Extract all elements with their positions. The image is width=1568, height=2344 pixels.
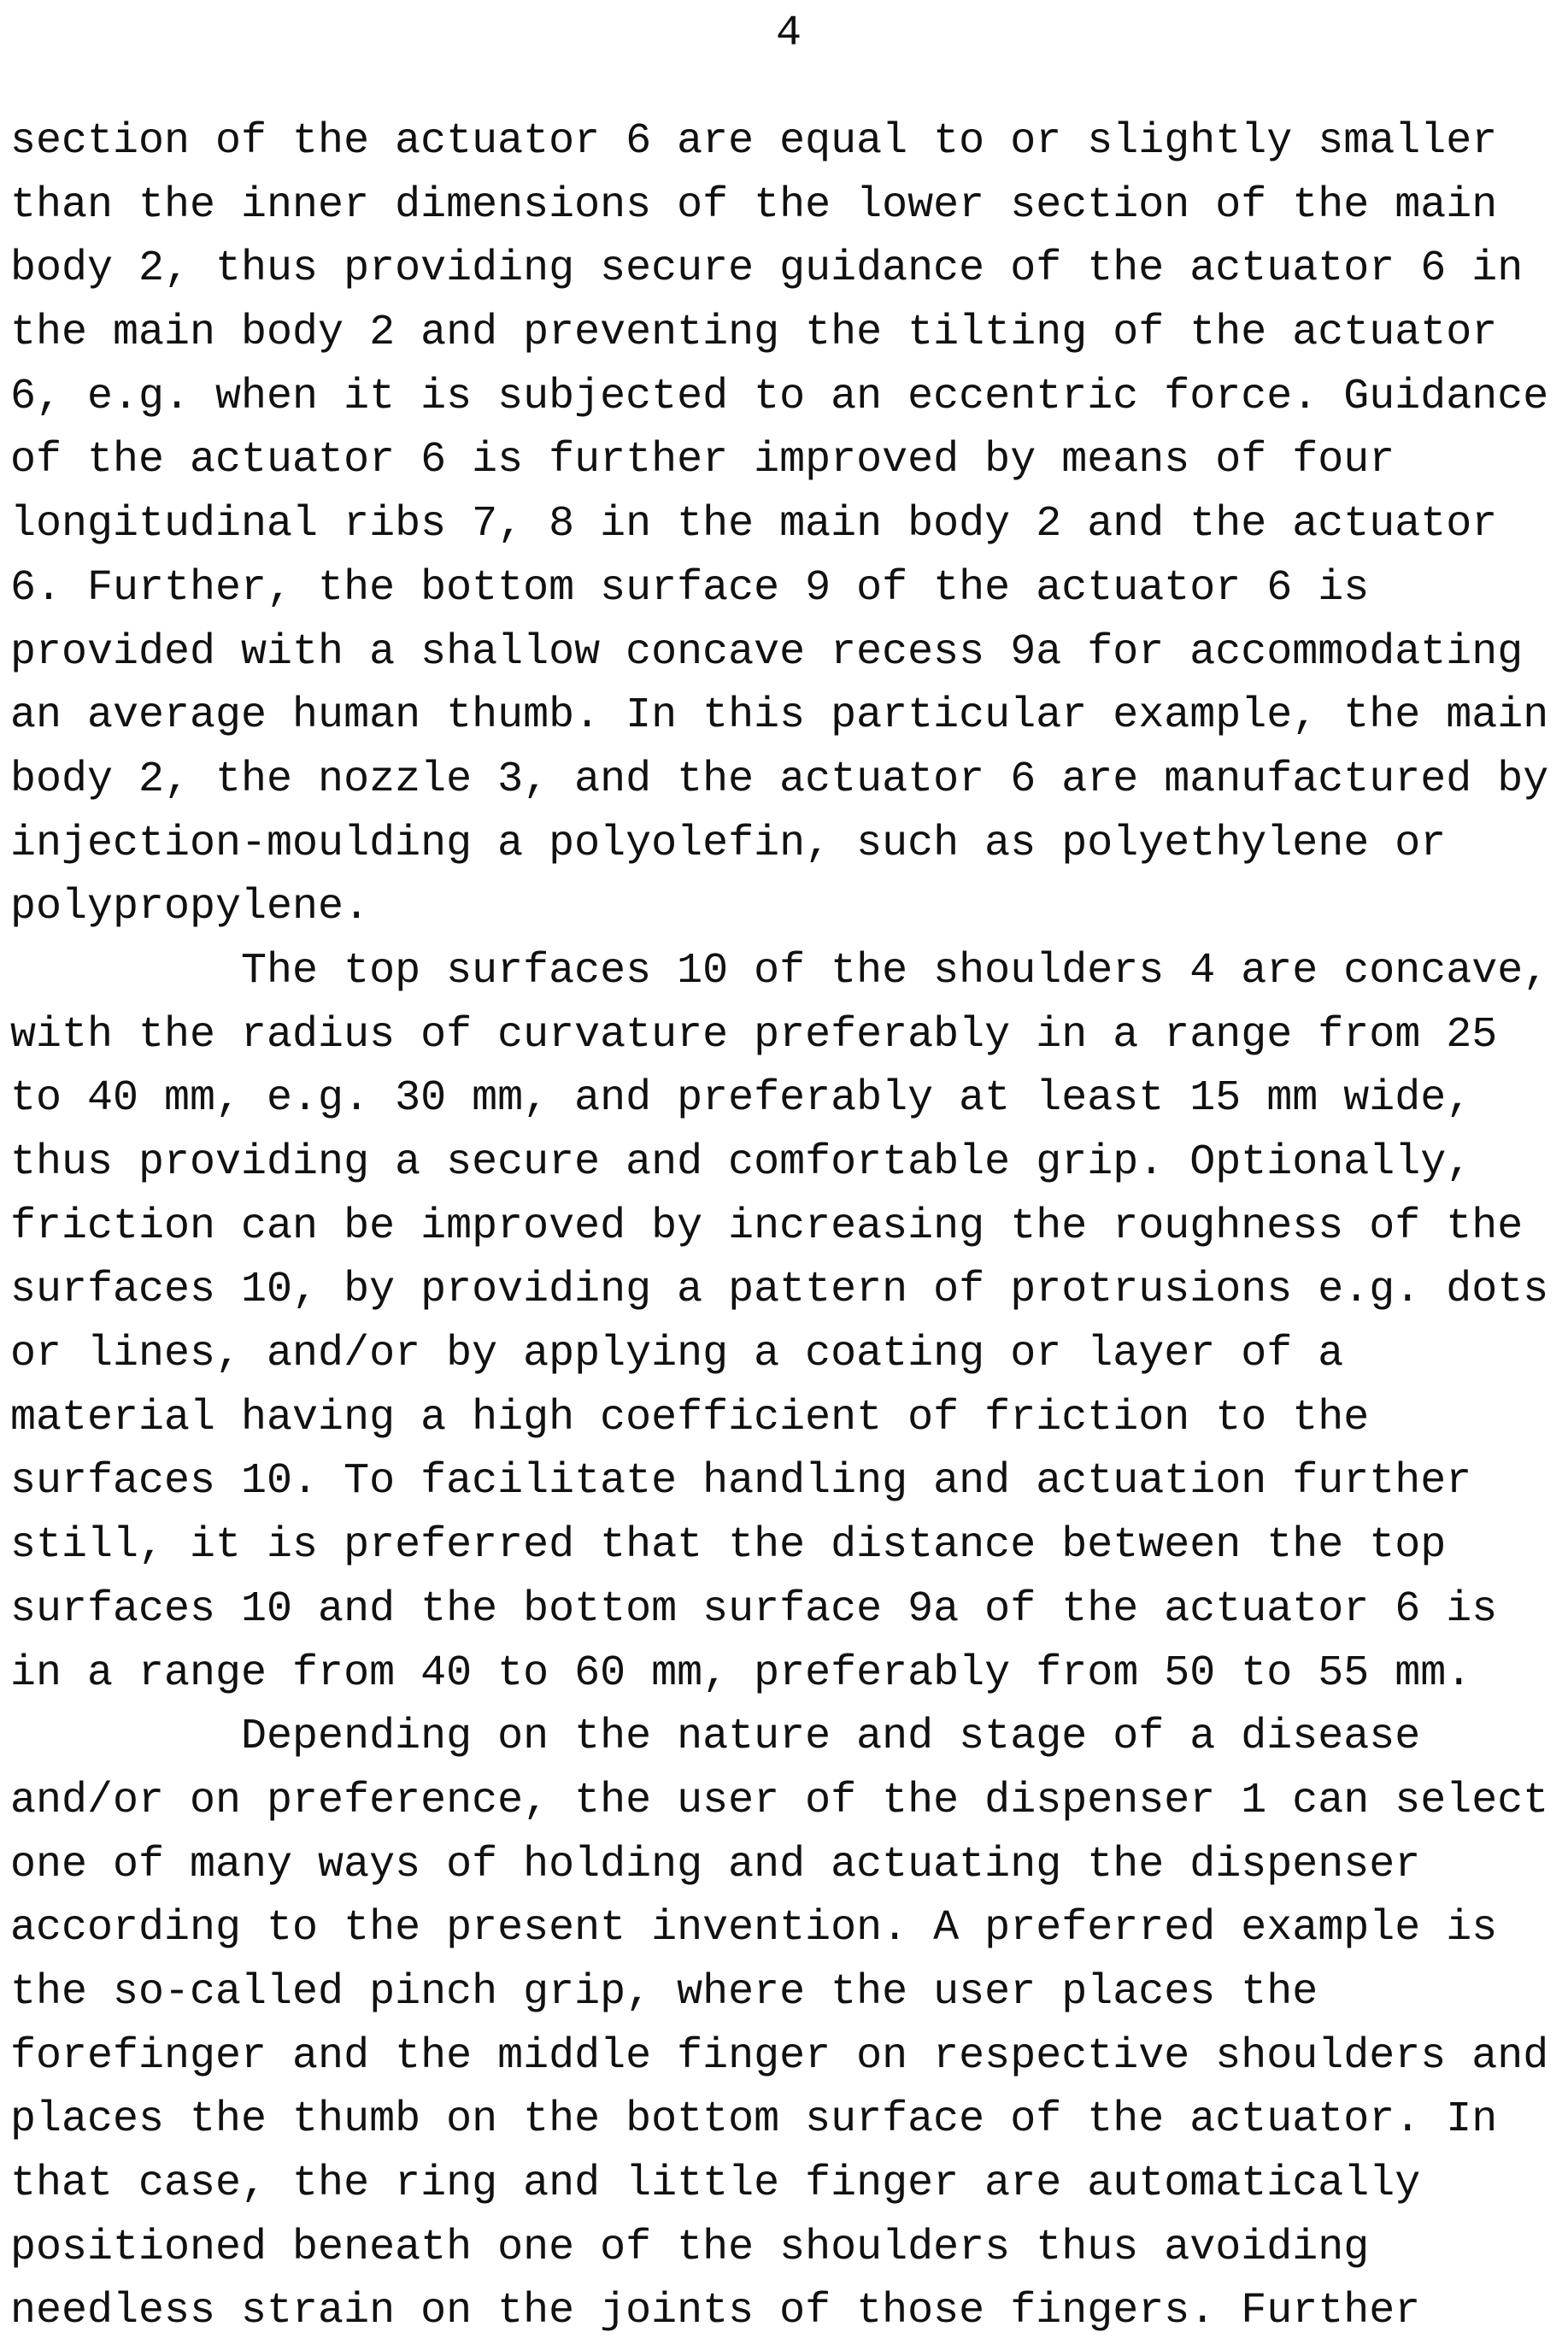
text-line: thus providing a secure and comfortable grip. Optionally, (10, 1131, 1548, 1195)
text-line: polypropylene. (10, 876, 1548, 940)
text-line: longitudinal ribs 7, 8 in the main body 2 and the actuator (10, 493, 1548, 557)
text-line: surfaces 10. To facilitate handling and actuation further (10, 1450, 1548, 1514)
text-line: The top surfaces 10 of the shoulders 4 are concave, (10, 940, 1548, 1004)
text-line: positioned beneath one of the shoulders thus avoiding (10, 2217, 1548, 2281)
text-line: one of many ways of holding and actuating the dispenser (10, 1834, 1548, 1898)
text-line: needless strain on the joints of those fingers. Further (10, 2280, 1548, 2344)
text-line: 6, e.g. when it is subjected to an eccentric force. Guidance (10, 366, 1548, 430)
text-line: with the radius of curvature preferably in a range from 25 (10, 1004, 1548, 1068)
text-line: in a range from 40 to 60 mm, preferably from 50 to 55 mm. (10, 1642, 1548, 1707)
text-line: section of the actuator 6 are equal to or slightly smaller (10, 110, 1548, 174)
text-line: surfaces 10, by providing a pattern of protrusions e.g. dots (10, 1259, 1548, 1323)
text-line: body 2, thus providing secure guidance of the actuator 6 in (10, 238, 1548, 302)
text-line: or lines, and/or by applying a coating or layer of a (10, 1323, 1548, 1387)
text-line: to 40 mm, e.g. 30 mm, and preferably at least 15 mm wide, (10, 1067, 1548, 1131)
text-line: according to the present invention. A preferred example is (10, 1897, 1548, 1961)
text-line: that case, the ring and little finger are automatically (10, 2153, 1548, 2217)
page-number: 4 (0, 9, 1568, 60)
text-line: and/or on preference, the user of the dispenser 1 can select (10, 1770, 1548, 1834)
text-line: material having a high coefficient of friction to the (10, 1387, 1548, 1451)
text-line: injection-moulding a polyolefin, such as polyethylene or (10, 813, 1548, 877)
text-line: of the actuator 6 is further improved by means of four (10, 429, 1548, 493)
text-line: the so-called pinch grip, where the user places the (10, 1961, 1548, 2025)
text-line: provided with a shallow concave recess 9a for accommodating (10, 621, 1548, 685)
text-line: Depending on the nature and stage of a disease (10, 1706, 1548, 1770)
text-line: friction can be improved by increasing the roughness of the (10, 1195, 1548, 1260)
text-line: body 2, the nozzle 3, and the actuator 6 are manufactured by (10, 749, 1548, 813)
text-line: still, it is preferred that the distance between the top (10, 1514, 1548, 1578)
body-text (10, 110, 1548, 2344)
text-line: surfaces 10 and the bottom surface 9a of the actuator 6 is (10, 1578, 1548, 1642)
text-line: an average human thumb. In this particular example, the main (10, 684, 1548, 749)
text-line: forefinger and the middle finger on respective shoulders and (10, 2025, 1548, 2089)
text-line: 6. Further, the bottom surface 9 of the actuator 6 is (10, 557, 1548, 621)
text-line: places the thumb on the bottom surface of the actuator. In (10, 2088, 1548, 2153)
text-line: than the inner dimensions of the lower section of the main (10, 174, 1548, 238)
text-line: the main body 2 and preventing the tilting of the actuator (10, 302, 1548, 366)
